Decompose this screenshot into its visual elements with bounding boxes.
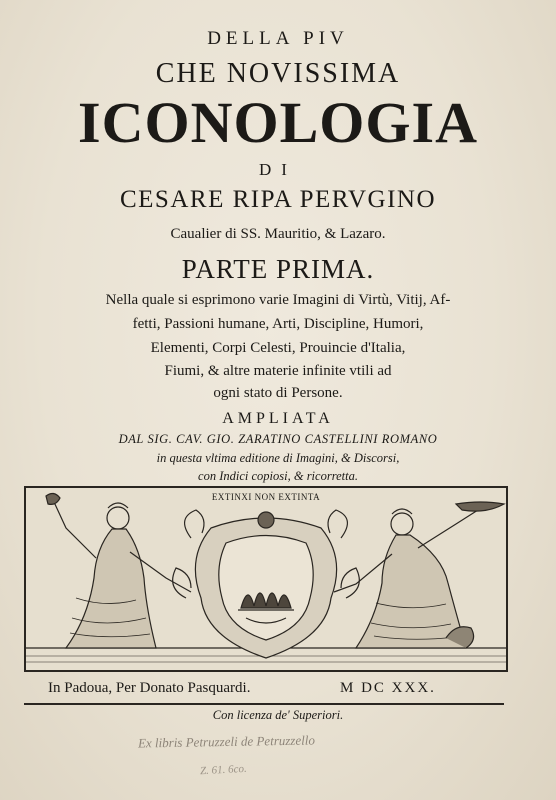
description-line-5: ogni stato di Persone.	[213, 385, 343, 401]
engraving-motto: EXTINXI NON EXTINTA	[211, 492, 321, 502]
edition-note-1: in questa vltima editione di Imagini, & Discorsi,	[156, 451, 400, 465]
title-line-1: DELLA PIV	[207, 28, 349, 49]
author-title: Caualier di SS. Mauritio, & Lazaro.	[170, 226, 386, 242]
ampliata-heading: AMPLIATA	[222, 410, 334, 427]
description-line-3: Elementi, Corpi Celesti, Prouincie d'Italia,	[150, 340, 406, 356]
provenance-note: Z. 61. 6co.	[199, 762, 248, 778]
main-title: ICONOLOGIA	[78, 90, 478, 155]
description-line-4: Fiumi, & altre materie infinite vtili ad	[164, 363, 392, 379]
description-line-1: Nella quale si esprimono varie Imagini di Virtù, Vitij, Af-	[105, 292, 451, 308]
right-allegorical-figure	[334, 502, 504, 648]
central-cartouche	[173, 510, 360, 658]
description-line-2: fetti, Passioni humane, Arti, Discipline, Humori,	[132, 316, 424, 332]
imprint-place-printer: In Padoua, Per Donato Pasquardi.	[48, 680, 251, 696]
provenance-inscription: Ex libris Petruzzeli de Petruzzello	[137, 732, 316, 751]
imprint-year: M DC XXX.	[340, 680, 436, 696]
engraving-illustration	[26, 488, 506, 670]
left-allegorical-figure	[46, 493, 191, 648]
editor-line: DAL SIG. CAV. GIO. ZARATINO CASTELLINI ROMANO	[118, 432, 438, 446]
part-heading: PARTE PRIMA.	[181, 254, 375, 284]
title-line-di: DI	[259, 160, 297, 179]
imprint-rule	[24, 703, 504, 705]
author-name: CESARE RIPA PERVGINO	[119, 186, 437, 213]
title-line-2: CHE NOVISSIMA	[155, 58, 401, 89]
edition-note-2: con Indici copiosi, & ricorretta.	[198, 469, 358, 483]
printer-device-engraving	[24, 486, 508, 672]
license-line: Con licenza de' Superiori.	[212, 708, 344, 722]
